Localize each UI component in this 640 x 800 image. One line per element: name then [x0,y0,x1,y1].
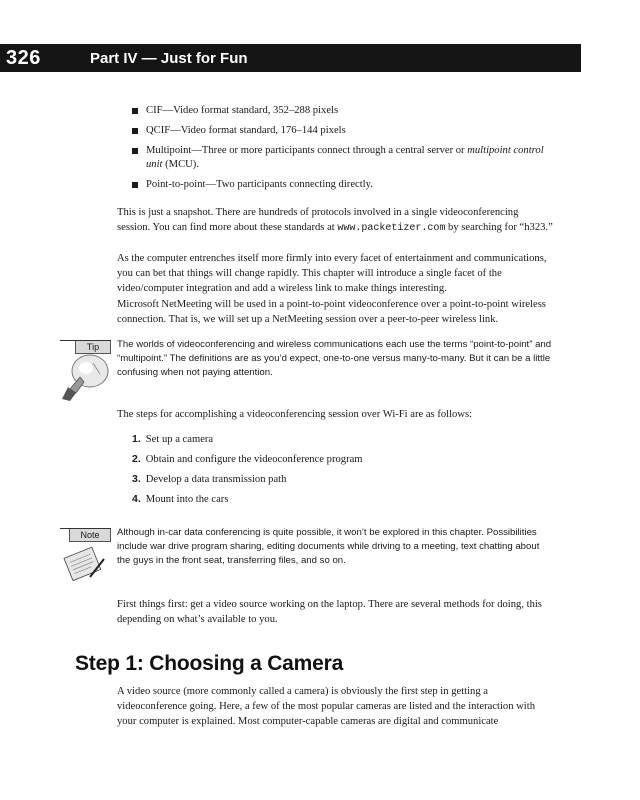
step-text: Set up a camera [145,434,214,445]
list-item-text: QCIF—Video format standard, 176–144 pixels [146,125,346,136]
list-item [132,472,532,492]
steps-list [132,432,532,512]
packetizer-link: www.packetizer.com [337,223,446,234]
paragraph-video-source: A video source (more commonly called a camera) is obviously the first step in getting a videoconference going. Here, a few of the most popular cameras are listed and the interaction with your computer is explained. Most computer-capable cameras are digital and communicate [117,686,535,727]
section-heading: Step 1: Choosing a Camera [75,652,344,675]
note-icon-box [60,528,111,585]
list-item [132,492,532,512]
note-text: Although in-car data conferencing is quite possible, it won’t be explored in this chapter. Possibilities include war drive program sharing, editing documents while driving to a meeting, text chatting about the guys in the front seat, transferring files, and so on. [117,527,540,566]
paragraph-first-things: First things first: get a video source working on the laptop. There are several methods for doing, this depending on what’s available to you. [117,599,542,625]
paragraph-text: This is just a snapshot. There are hundreds of protocols involved in a single videoconferencing session. You can find more about these standards at [117,207,519,233]
list-item-emphasis: multipoint control unit [146,145,544,170]
chapter-header-bar [0,44,581,72]
list-item-text: (MCU). [162,159,199,170]
step-text: Mount into the cars [145,494,229,505]
bullet-square-icon [132,128,138,134]
paragraph-steps-intro: The steps for accomplishing a videoconferencing session over Wi-Fi are as follows: [117,409,473,420]
step-number: 1. [132,433,141,445]
list-item [132,144,552,172]
page-number: 326 [6,47,41,69]
tip-icon-box [60,340,111,401]
bullet-square-icon [132,182,138,188]
definition-list [132,104,552,198]
bullet-square-icon [132,108,138,114]
step-number: 3. [132,473,141,485]
tip-label: Tip [75,341,111,354]
list-item-text: CIF—Video format standard, 352–288 pixels [146,105,339,116]
step-number: 4. [132,493,141,505]
paragraph-netmeeting: Microsoft NetMeeting will be used in a point-to-point videoconference over a point-to-point wireless connection. That is, we will set up a NetMeeting session over a peer-to-peer wireless link. [117,299,546,325]
paragraph-protocols [117,205,553,236]
list-item [132,124,552,138]
list-item [132,432,532,452]
tip-text: The worlds of videoconferencing and wireless communications each use the terms “point-to-point” and “multipoint.” The definitions are as you’d expect, one-to-one versus many-to-many. But it can be a little confusing when not paying attention. [117,339,552,378]
step-text: Develop a data transmission path [145,474,287,485]
list-item-text: Point-to-point—Two participants connecting directly. [146,179,373,190]
list-item [132,452,532,472]
note-label: Note [69,529,111,542]
part-title: Part IV — Just for Fun [90,50,248,67]
paragraph-text: by searching for “h323.” [445,222,553,233]
list-item [132,178,552,192]
paragraph-computer-entrenches: As the computer entrenches itself more firmly into every facet of entertainment and communications, you can bet that things will change rapidly. This chapter will introduce a single facet of the video/computer integration and add a wireless link to make things interesting. [117,253,547,294]
bullet-square-icon [132,148,138,154]
lightbulb-icon [60,341,111,401]
list-item [132,104,552,118]
note-pad-icon [60,529,111,585]
list-item-text: Multipoint—Three or more participants connect through a central server or [146,145,468,156]
step-number: 2. [132,453,141,465]
step-text: Obtain and configure the videoconference program [145,454,363,465]
